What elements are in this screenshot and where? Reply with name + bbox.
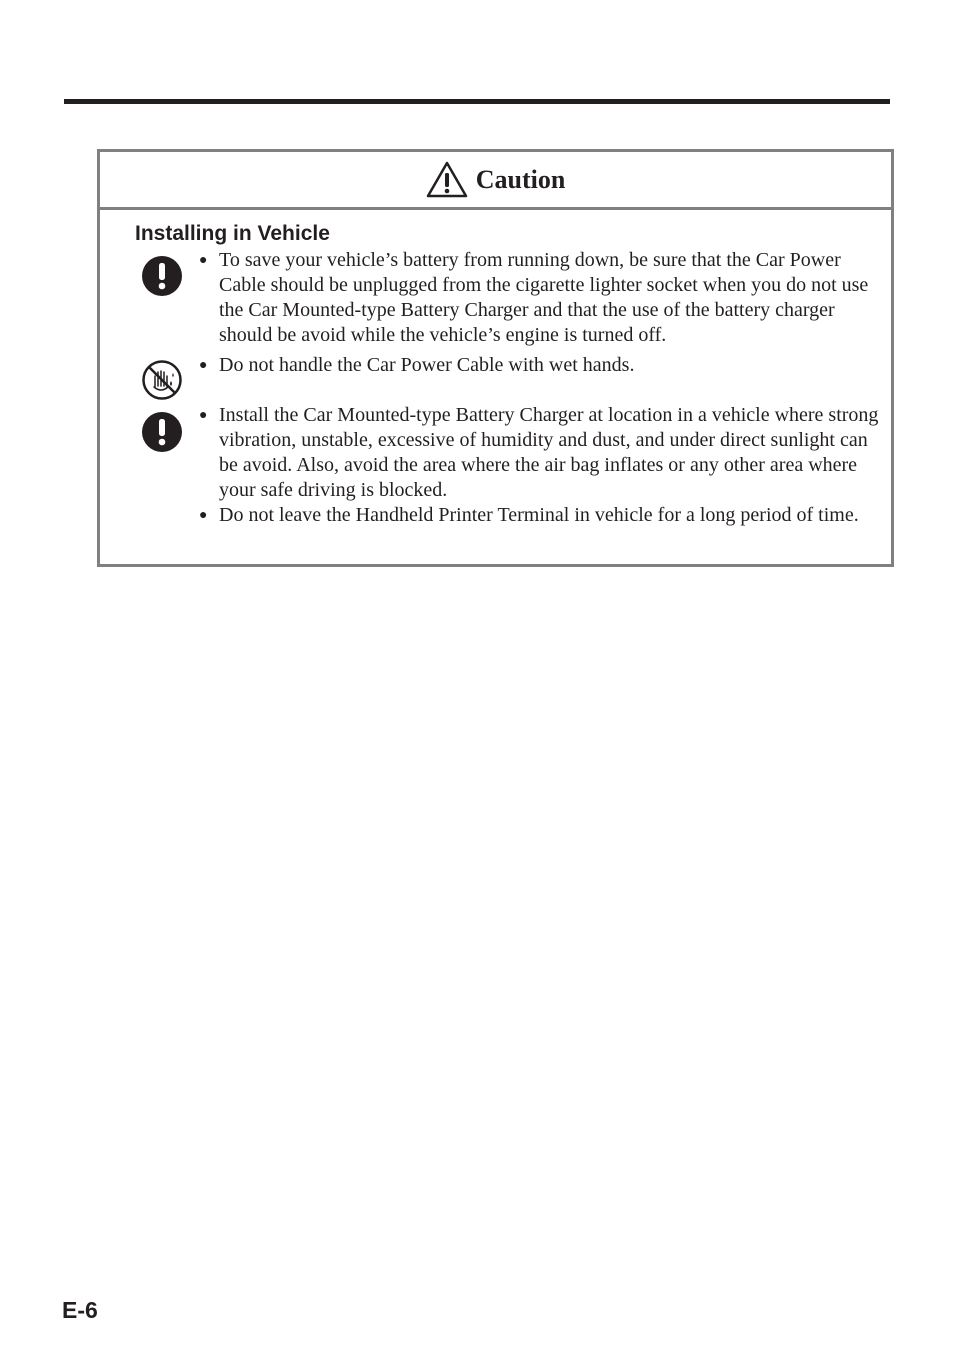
caution-header [100, 152, 891, 210]
bullet-dot: ● [199, 253, 208, 268]
list-item [199, 503, 879, 528]
warning-triangle-icon [426, 160, 468, 198]
bullet-dot: ● [199, 408, 208, 423]
bullet-dot: ● [199, 508, 208, 523]
list-item-text: To save your vehicle’s battery from running down, be sure that the Car Power Cable should be unplugged from the cigarette lighter socket when you do not use the Car Mounted-type Battery Charger and that the use of the battery charger should be avoid while the vehicle’s engine is turned off. [219, 249, 869, 346]
list-item [199, 353, 879, 378]
bullet-dot: ● [199, 358, 208, 373]
mandatory-action-icon [141, 411, 183, 453]
list-item-text: Install the Car Mounted-type Battery Charger at location in a vehicle where strong vibration, unstable, excessive of humidity and dust, and under direct sunlight can be avoid. Also, avoid the area where the air bag inflates or any other area where your safe driving is blocked. [219, 404, 879, 501]
list-item [199, 248, 879, 348]
section-title: Installing in Vehicle [135, 222, 330, 245]
page-number: E-6 [62, 1297, 98, 1323]
list-item-text: Do not leave the Handheld Printer Terminal in vehicle for a long period of time. [219, 504, 859, 526]
no-wet-hands-icon [141, 359, 183, 401]
caution-box [97, 149, 894, 567]
caution-title: Caution [475, 164, 566, 194]
list-item [199, 403, 879, 503]
mandatory-action-icon [141, 255, 183, 297]
list-item-text: Do not handle the Car Power Cable with wet hands. [219, 354, 635, 376]
header-rule [64, 99, 890, 104]
